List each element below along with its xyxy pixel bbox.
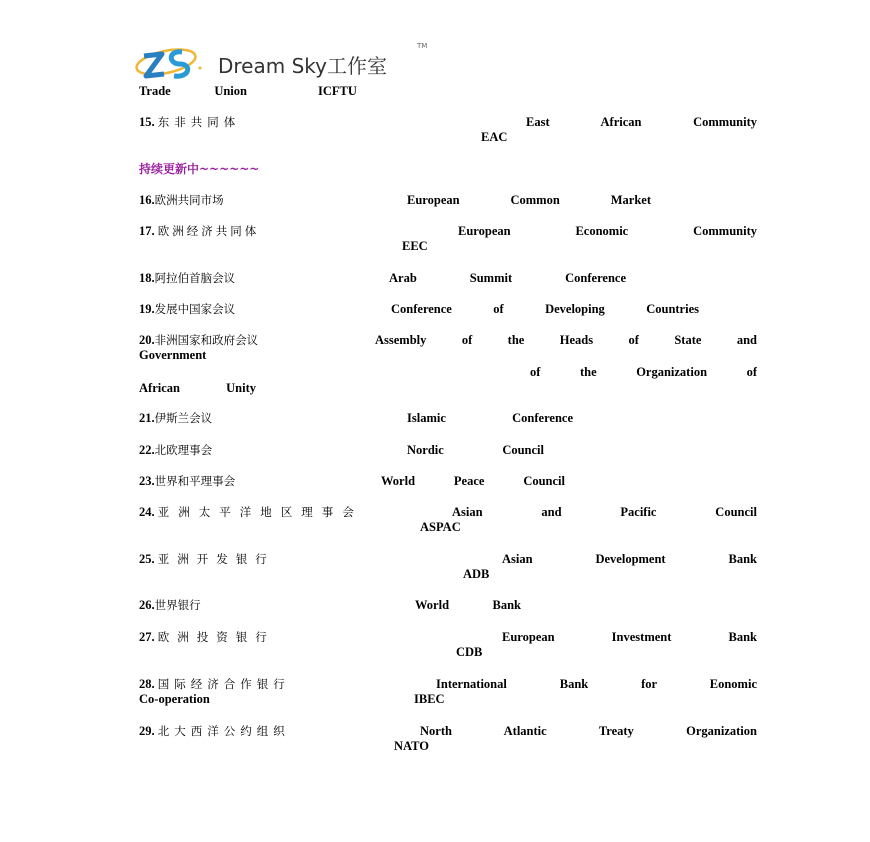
entry-17-abbr: EEC (402, 239, 428, 253)
entry-25-cn: 25. 亚洲开发银行 (139, 552, 275, 566)
entry-24-cn: 24. 亚洲太平洋地区理事会 (139, 505, 363, 519)
entry-28-abbr: IBEC (414, 692, 445, 706)
entry-23-cn: 23.世界和平理事会 (139, 474, 236, 488)
entry-25-en: Asian Development Bank (502, 552, 757, 566)
entry-16-cn: 16.欧洲共同市场 (139, 193, 224, 207)
entry-22-en: Nordic Council (407, 443, 544, 457)
trade-union-label: Trade Union (139, 84, 247, 98)
entry-20-en-line3: of the Organization of (530, 365, 757, 379)
entry-27-cn: 27. 欧洲投资银行 (139, 630, 275, 644)
trademark: TM (417, 42, 428, 50)
entry-29-abbr: NATO (394, 739, 429, 753)
entry-21-cn: 21.伊斯兰会议 (139, 411, 213, 425)
logo-swoosh-icon (134, 42, 214, 84)
entry-29-cn: 29. 北大西洋公约组织 (139, 724, 290, 738)
entry-21-en: Islamic Conference (407, 411, 573, 425)
entry-27-abbr: CDB (456, 645, 483, 659)
entry-27-en: European Investment Bank (502, 630, 757, 644)
entry-17-cn: 17. 欧洲经济共同体 (139, 224, 260, 238)
updating-note: 持续更新中~~~~~~ (139, 162, 260, 176)
entry-26-cn: 26.世界银行 (139, 598, 201, 612)
entry-16-en: European Common Market (407, 193, 651, 207)
entry-28-en: International Bank for Eonomic (436, 677, 757, 691)
entry-29-en: North Atlantic Treaty Organization (420, 724, 757, 738)
entry-19-en: Conference of Developing Countries (391, 302, 699, 316)
entry-15-cn: 15. 东非共同体 (139, 115, 241, 129)
entry-19-cn: 19.发展中国家会议 (139, 302, 236, 316)
entry-18-en: Arab Summit Conference (389, 271, 626, 285)
entry-15-en: East African Community (526, 115, 757, 129)
entry-28-en-line2: Co-operation (139, 692, 210, 706)
entry-20-en: Assembly of the Heads of State and (375, 333, 757, 347)
entry-20-en-line4: African Unity (139, 381, 256, 395)
entry-25-abbr: ADB (463, 567, 490, 581)
entry-17-en: European Economic Community (458, 224, 757, 238)
entry-15-abbr: EAC (481, 130, 508, 144)
trade-union-abbr: ICFTU (318, 84, 357, 98)
dream-sky-logo (134, 42, 444, 84)
entry-28-cn: 28. 国际经济合作银行 (139, 677, 290, 691)
entry-24-abbr: ASPAC (420, 520, 461, 534)
logo-text: Dream Sky工作室 (218, 54, 387, 78)
entry-26-en: World Bank (415, 598, 521, 612)
entry-18-cn: 18.阿拉伯首脑会议 (139, 271, 236, 285)
entry-20-cn: 20.非洲国家和政府会议 (139, 333, 259, 347)
entry-24-en: Asian and Pacific Council (452, 505, 757, 519)
entry-23-en: World Peace Council (381, 474, 565, 488)
entry-22-cn: 22.北欧理事会 (139, 443, 213, 457)
entry-20-en-line2: Government (139, 348, 207, 362)
